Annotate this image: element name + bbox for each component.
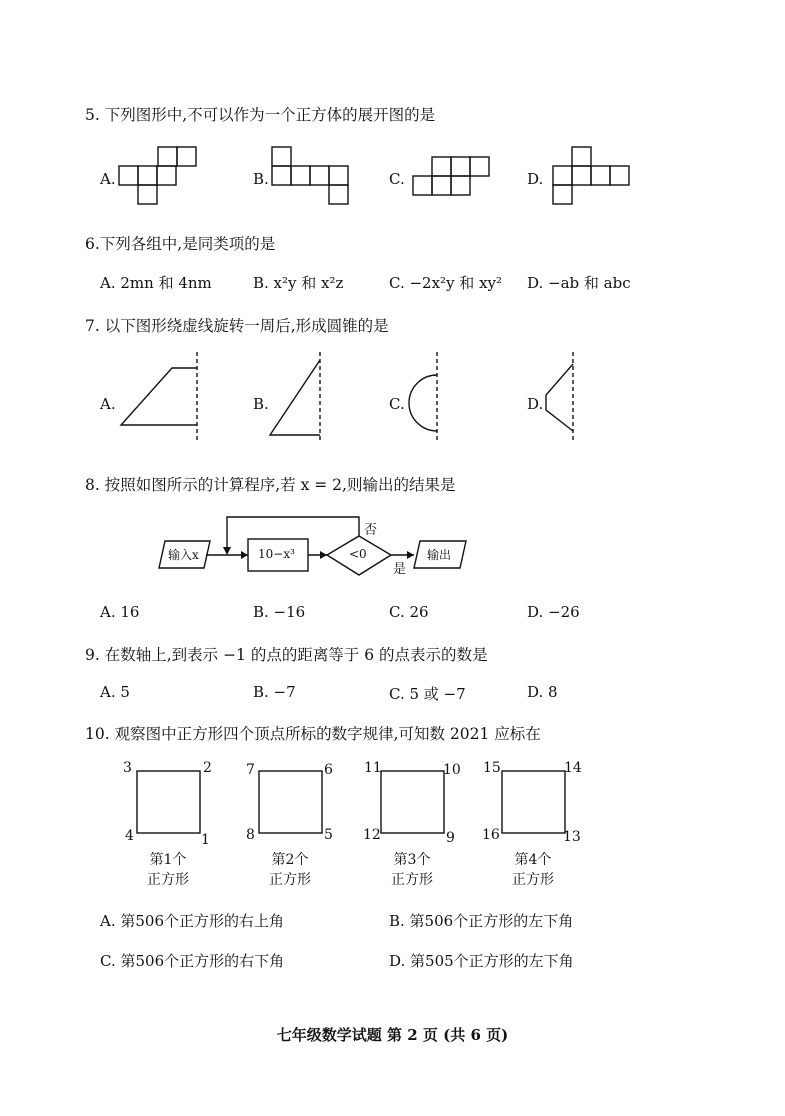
q8-option-b: B. −16	[253, 603, 306, 621]
sq2-caption-1: 第2个	[271, 852, 309, 868]
q6-option-d: D. −ab 和 abc	[527, 274, 631, 292]
flow-no-label: 否	[364, 523, 378, 538]
q10-square-3	[381, 771, 444, 833]
sq3-bottom-left: 12	[363, 827, 381, 843]
q9-option-c: C. 5 或 −7	[389, 685, 466, 703]
q10-option-d: D. 第505个正方形的左下角	[389, 952, 574, 970]
q9-option-a: A. 5	[100, 683, 130, 701]
q10-stem: 10. 观察图中正方形四个顶点所标的数字规律,可知数 2021 应标在	[85, 725, 541, 743]
q10-option-b: B. 第506个正方形的左下角	[389, 912, 574, 930]
q5-option-b-label: B.	[253, 170, 269, 188]
q5-net-a	[119, 147, 196, 204]
sq4-bottom-left: 16	[482, 827, 500, 843]
q9-stem: 9. 在数轴上,到表示 −1 的点的距离等于 6 的点表示的数是	[85, 646, 488, 664]
q5-option-c-label: C.	[389, 170, 405, 188]
q7-shape-b	[270, 352, 320, 443]
sq4-caption-1: 第4个	[514, 852, 552, 868]
sq2-top-right: 6	[324, 762, 333, 778]
sq1-caption	[140, 850, 196, 890]
q7-shape-a	[121, 352, 197, 443]
q8-stem: 8. 按照如图所示的计算程序,若 x = 2,则输出的结果是	[85, 476, 456, 494]
sq1-caption-1: 第1个	[149, 852, 187, 868]
q7-option-a-label: A.	[100, 395, 116, 413]
q7-shape-d	[546, 352, 573, 443]
q8-flowchart	[159, 517, 466, 575]
sq4-top-right: 14	[564, 760, 582, 776]
q9-option-d: D. 8	[527, 683, 558, 701]
q10-option-c: C. 第506个正方形的右下角	[100, 952, 285, 970]
q7-stem: 7. 以下图形绕虚线旋转一周后,形成圆锥的是	[85, 317, 389, 335]
sq2-bottom-left: 8	[246, 827, 255, 843]
sq1-bottom-left: 4	[125, 828, 134, 844]
q7-option-d-label: D.	[527, 395, 544, 413]
sq4-bottom-right: 13	[563, 829, 581, 845]
q9-option-b: B. −7	[253, 683, 296, 701]
q5-option-a-label: A.	[100, 170, 116, 188]
q10-option-a: A. 第506个正方形的右上角	[100, 912, 284, 930]
sq3-top-left: 11	[364, 760, 382, 776]
q5-net-d	[553, 147, 629, 204]
q6-option-c: C. −2x²y 和 xy²	[389, 274, 503, 292]
q10-square-1	[137, 771, 200, 833]
q5-option-d-label: D.	[527, 170, 544, 188]
q5-net-b	[272, 147, 348, 204]
sq3-caption-1: 第3个	[393, 852, 431, 868]
q10-square-4	[502, 771, 565, 833]
q7-option-b-label: B.	[253, 395, 269, 413]
sq3-caption-2: 正方形	[391, 872, 433, 888]
q10-square-2	[259, 771, 322, 833]
sq1-top-right: 2	[203, 760, 212, 776]
sq4-caption	[505, 850, 561, 890]
sq2-caption	[262, 850, 318, 890]
q6-stem: 6.下列各组中,是同类项的是	[85, 235, 276, 253]
sq1-bottom-right: 1	[201, 832, 210, 848]
flow-condition-label: <0	[349, 547, 367, 561]
q6-option-a: A. 2mn 和 4nm	[100, 274, 212, 292]
flow-input-label: 输入x	[168, 548, 199, 562]
q5-net-c	[413, 157, 489, 195]
q6-option-b: B. x²y 和 x²z	[253, 274, 344, 292]
sq2-bottom-right: 5	[324, 827, 333, 843]
sq3-bottom-right: 9	[446, 830, 455, 846]
sq1-top-left: 3	[123, 760, 132, 776]
sq3-caption	[384, 850, 440, 890]
sq2-caption-2: 正方形	[269, 872, 311, 888]
sq4-caption-2: 正方形	[512, 872, 554, 888]
flow-compute-label: 10−x³	[258, 547, 295, 561]
flow-output-label: 输出	[427, 548, 452, 562]
q7-shape-c	[409, 352, 437, 443]
sq1-caption-2: 正方形	[147, 872, 189, 888]
flow-yes-label: 是	[393, 562, 407, 577]
sq3-top-right: 10	[443, 762, 461, 778]
q8-option-d: D. −26	[527, 603, 580, 621]
sq2-top-left: 7	[246, 762, 255, 778]
q5-stem: 5. 下列图形中,不可以作为一个正方体的展开图的是	[85, 106, 436, 124]
q8-option-a: A. 16	[100, 603, 140, 621]
page-footer: 七年级数学试题 第 2 页 (共 6 页)	[276, 1026, 509, 1044]
q8-option-c: C. 26	[389, 603, 429, 621]
sq4-top-left: 15	[483, 760, 501, 776]
q7-option-c-label: C.	[389, 395, 405, 413]
